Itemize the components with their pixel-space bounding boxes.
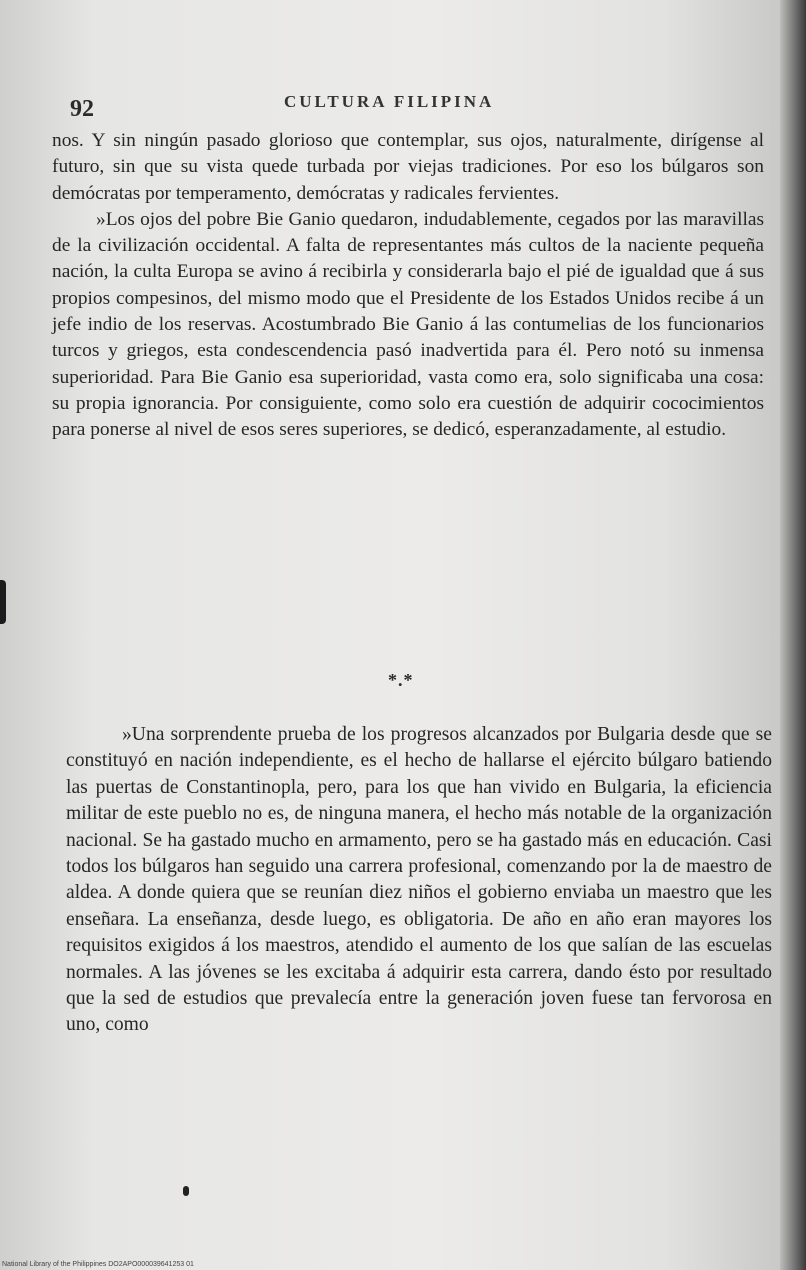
text-block-upper — [52, 128, 764, 444]
paragraph-continuation: nos. Y sin ningún pasado glorioso que contemplar, sus ojos, naturalmente, dirígense al futuro, sin que su vista quede turbada por viejas tradiciones. Por eso los búlgaros son demócratas por temperamento, demócratas y radicales fervientes. — [52, 130, 764, 204]
paragraph-bulgaria-progress: »Una sorprendente prueba de los progresos alcanzados por Bulgaria desde que se constituyó en nación independiente, es el hecho de hallarse el ejército búlgaro batiendo las puertas de Constantinopla, pero, para los que han vivido en Bulgaria, la eficiencia militar de este pueblo no es, de ninguna manera, el hecho más notable de la organización nacional. Se ha gastado mucho en armamento, pero se ha gastado más en educación. Casi todos los búlgaros han seguido una carrera profesional, comenzando por la de maestro de aldea. A donde quiera que se reunían diez niños el gobierno enviaba un maestro que les enseñara. La enseñanza, desde luego, es obligatoria. De año en año eran mayores los requisitos exigidos á los maestros, atendido el aumento de los que salían de las escuelas normales. A las jóvenes se les excitaba á adquirir esta carrera, dando ésto por resultado que la sed de estudios que prevalecía entre la generación joven fuese tan fervorosa en uno, como — [66, 724, 772, 1036]
library-credit: National Library of the Philippines DO2APO000039641253 01 — [2, 1261, 194, 1268]
text-block-lower — [66, 722, 772, 1039]
page-number: 92 — [70, 96, 94, 122]
ink-dot — [183, 1186, 189, 1196]
page-edge-shadow — [780, 0, 806, 1270]
running-title: CULTURA FILIPINA — [284, 92, 495, 111]
paragraph-bie-ganio: »Los ojos del pobre Bie Ganio quedaron, indudablemente, cegados por las maravillas de la civilización occidental. A falta de representantes más cultos de la naciente pequeña nación, la culta Europa se avino á recibirla y considerarla bajo el pié de igualdad que á sus propios compesinos, del mismo modo que el Presidente de los Estados Unidos recibe á un jefe indio de los reservas. Acostumbrado Bie Ganio á las contumelias de los funcionarios turcos y griegos, esta condescendencia pasó inadvertida para él. Pero notó su inmensa superioridad. Para Bie Ganio esa superioridad, vasta como era, solo significaba una cosa: su propia ignorancia. Por consiguiente, como solo era cuestión de adquirir cococimientos para ponerse al nivel de esos seres superiores, se dedicó, esperanzadamente, al estudio. — [52, 208, 764, 441]
binding-shadow — [0, 580, 6, 624]
section-separator: *.* — [388, 670, 414, 690]
